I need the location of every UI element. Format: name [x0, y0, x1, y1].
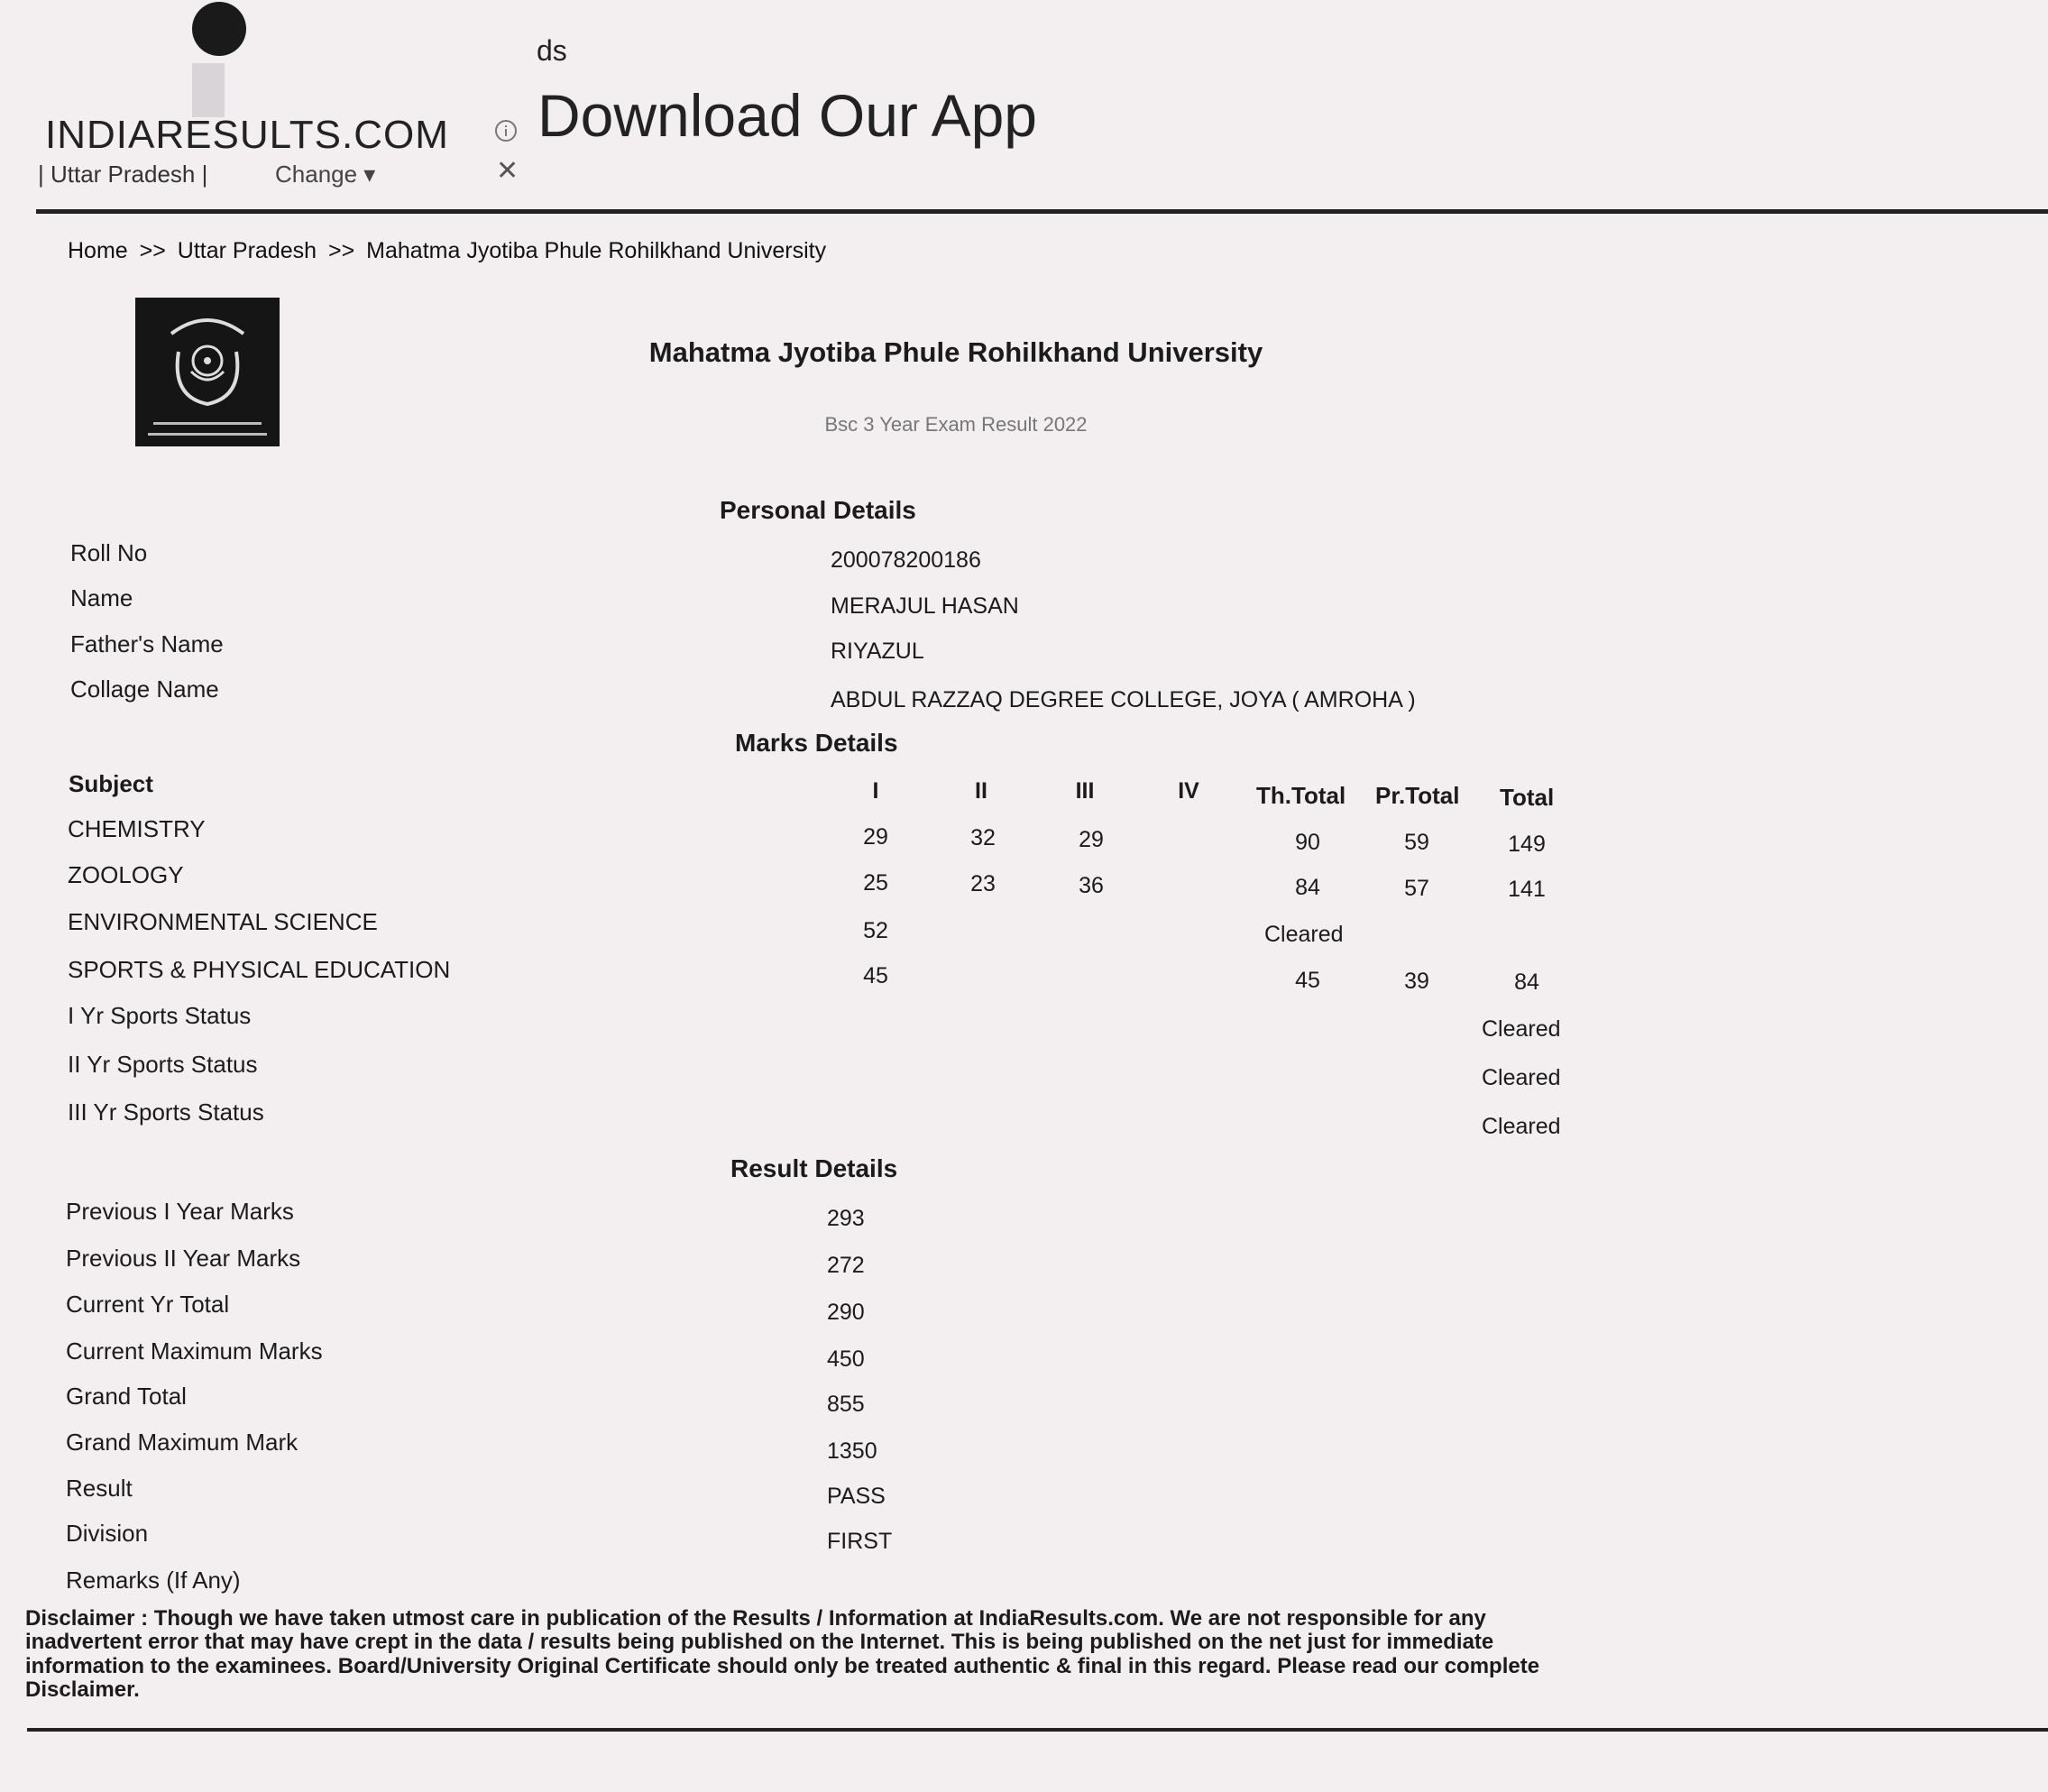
sports-status-value: Cleared — [1482, 1065, 1561, 1090]
college-name-label: Collage Name — [70, 675, 219, 703]
col-ii-header: II — [975, 778, 987, 804]
result-value: 272 — [827, 1253, 865, 1278]
result-value: PASS — [827, 1484, 886, 1509]
total: 84 — [1514, 970, 1539, 995]
close-icon[interactable]: ✕ — [496, 156, 519, 186]
total-header: Total — [1500, 784, 1555, 811]
sports-status-label: I Yr Sports Status — [68, 1002, 252, 1029]
result-label: Division — [66, 1520, 149, 1547]
name-label: Name — [70, 584, 133, 611]
breadcrumb-state-link[interactable]: Uttar Pradesh — [177, 238, 317, 263]
result-value: 450 — [827, 1346, 865, 1372]
info-icon[interactable] — [494, 119, 518, 142]
breadcrumb-separator: >> — [139, 238, 166, 263]
breadcrumb-home-link[interactable]: Home — [68, 238, 128, 263]
logo-person-icon — [185, 0, 248, 126]
mark-i: 52 — [863, 918, 888, 943]
breadcrumb-university: Mahatma Jyotiba Phule Rohilkhand University — [366, 238, 827, 263]
roll-no-value: 200078200186 — [831, 547, 981, 573]
sports-status-value: Cleared — [1482, 1114, 1561, 1139]
total: 149 — [1508, 832, 1546, 857]
pr-total-header: Pr.Total — [1375, 782, 1460, 809]
download-app-banner[interactable]: Download Our App — [537, 82, 1038, 149]
result-value: 293 — [827, 1206, 865, 1231]
result-label: Remarks (If Any) — [66, 1567, 241, 1594]
subject-name: SPORTS & PHYSICAL EDUCATION — [68, 956, 451, 983]
result-details-heading: Result Details — [730, 1154, 898, 1182]
subject-name: ENVIRONMENTAL SCIENCE — [68, 908, 378, 935]
breadcrumb — [68, 238, 831, 264]
mark-iii: 29 — [1079, 827, 1104, 852]
subject-name: CHEMISTRY — [68, 815, 206, 842]
subject-header: Subject — [69, 770, 153, 797]
total: 141 — [1508, 877, 1546, 902]
disclaimer-text: Disclaimer : Though we have taken utmost care in publication of the Results / Information at IndiaResults.com. We are not responsible for any inadvertent error that may have crept in the data / results being published on the Internet. This is being published on the net just for immediate information to the examinees. Board/University Original Certificate should only be treated authentic & final in this regard. Please read our complete Disclaimer. — [25, 1606, 1540, 1703]
th-total: 90 — [1295, 830, 1320, 855]
result-value: FIRST — [827, 1529, 893, 1554]
result-value: 290 — [827, 1300, 865, 1325]
col-iv-header: IV — [1178, 778, 1199, 804]
th-total: 84 — [1295, 875, 1320, 900]
result-label: Grand Maximum Mark — [66, 1429, 298, 1456]
result-value: 855 — [827, 1392, 865, 1417]
change-region-button[interactable]: Change ▾ — [275, 161, 376, 188]
col-iii-header: III — [1075, 778, 1095, 804]
footer-divider — [27, 1728, 2048, 1732]
personal-details-heading: Personal Details — [720, 496, 916, 524]
result-label: Previous II Year Marks — [66, 1245, 301, 1272]
university-title: Mahatma Jyotiba Phule Rohilkhand University — [648, 336, 1263, 368]
exam-title: Bsc 3 Year Exam Result 2022 — [824, 413, 1088, 436]
mark-i: 29 — [863, 824, 888, 850]
result-label: Previous I Year Marks — [66, 1198, 294, 1225]
result-label: Current Maximum Marks — [66, 1337, 323, 1365]
mark-ii: 23 — [970, 871, 996, 896]
th-total-header: Th.Total — [1256, 782, 1346, 809]
college-name-value: ABDUL RAZZAQ DEGREE COLLEGE, JOYA ( AMROHA ) — [831, 687, 1416, 712]
mark-iii: 36 — [1079, 873, 1104, 898]
logo-brand-text: INDIARESULTS.COM — [45, 113, 449, 157]
mark-ii: 32 — [970, 825, 996, 850]
th-total: 45 — [1295, 968, 1320, 993]
region-label: | Uttar Pradesh | — [38, 161, 208, 188]
sports-status-value: Cleared — [1482, 1016, 1561, 1042]
ad-label: ds — [537, 34, 567, 67]
result-label: Result — [66, 1475, 133, 1502]
name-value: MERAJUL HASAN — [831, 593, 1019, 619]
result-label: Grand Total — [66, 1383, 187, 1410]
pr-total: 57 — [1404, 876, 1429, 901]
col-i-header: I — [872, 778, 879, 804]
site-logo[interactable] — [45, 113, 449, 158]
roll-no-label: Roll No — [70, 539, 148, 566]
sports-status-label: III Yr Sports Status — [68, 1098, 264, 1126]
mark-i: 45 — [863, 963, 888, 988]
father-name-label: Father's Name — [70, 630, 224, 657]
pr-total: 59 — [1404, 830, 1429, 855]
result-value: 1350 — [827, 1438, 877, 1464]
father-name-value: RIYAZUL — [831, 639, 924, 664]
subject-name: ZOOLOGY — [68, 861, 184, 888]
header-divider — [36, 209, 2048, 214]
result-label: Current Yr Total — [66, 1291, 230, 1318]
pr-total: 39 — [1404, 969, 1429, 994]
th-total: Cleared — [1264, 922, 1344, 947]
sports-status-label: II Yr Sports Status — [68, 1051, 258, 1078]
mark-i: 25 — [863, 870, 888, 896]
marks-details-heading: Marks Details — [735, 729, 898, 757]
breadcrumb-separator: >> — [328, 238, 355, 263]
